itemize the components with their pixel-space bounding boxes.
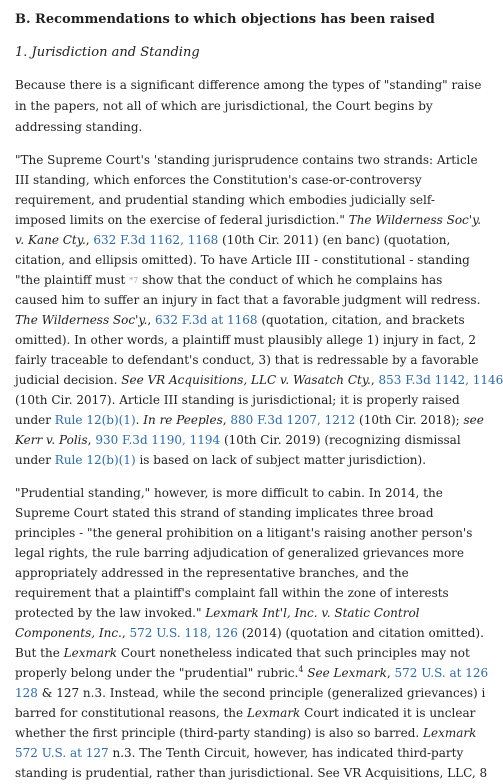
case-citation: In re Peeples	[143, 413, 223, 427]
text: Court indicated it is unclear	[300, 706, 476, 720]
text: (quotation, citation, and brackets	[257, 313, 465, 327]
text: & 127 n.3. Instead, while the second principle (generalized grievances) i	[37, 686, 486, 700]
paragraph-2-line	[15, 210, 481, 231]
paragraph-2-line	[15, 310, 465, 331]
paragraph-3-line: appropriately addressed in the representative branches, and the	[15, 566, 409, 580]
text: But the	[15, 646, 64, 660]
paragraph-2-line	[15, 270, 442, 291]
citation-link[interactable]: 572 U.S. 118, 126	[129, 626, 238, 640]
text: protected by the law invoked."	[15, 606, 206, 620]
paragraph-2-line: fairly traceable to defendant's conduct, 3) that is redressable by a favorable	[15, 353, 479, 367]
citation-link[interactable]: 572 U.S. at 127	[15, 746, 109, 760]
separator: ,	[87, 433, 96, 447]
paragraph-2-line	[15, 450, 426, 471]
paragraph-3-line	[15, 643, 470, 664]
paragraph-2-line	[15, 230, 450, 251]
paragraph-1-line: in the papers, not all of which are jurisdictional, the Court begins by	[15, 99, 433, 113]
paragraph-2-line: "The Supreme Court's 'standing jurisprudence contains two strands: Article	[15, 153, 478, 167]
paragraph-2-line: requirement, and prudential standing which embodies judicially self-	[15, 193, 435, 207]
citation-link[interactable]: 572 U.S. at 126	[394, 666, 489, 680]
rule-link[interactable]: Rule 12(b)(1)	[54, 413, 136, 427]
star-page-marker: *7	[129, 276, 139, 285]
case-citation: Lexmark	[423, 726, 477, 740]
case-citation: The Wilderness Soc'y.	[15, 313, 148, 327]
text: (10th Cir. 2018);	[355, 413, 464, 427]
text: n.3. The Tenth Circuit, however, has indicated third-party	[108, 746, 464, 760]
separator: ,	[386, 666, 395, 680]
case-citation: Components, Inc.	[15, 626, 122, 640]
text: is based on lack of subject matter jurisdiction).	[135, 453, 427, 467]
case-citation: v. Kane Cty.	[15, 233, 86, 247]
text: under	[15, 413, 55, 427]
paragraph-3-line	[15, 683, 485, 704]
subsection-heading: 1. Jurisdiction and Standing	[15, 45, 200, 60]
section-heading: B. Recommendations to which objections has been raised	[15, 12, 435, 27]
paragraph-1-line: Because there is a significant difference among the types of "standing" raise	[15, 78, 482, 92]
paragraph-3-line	[15, 743, 463, 764]
paragraph-3-line	[15, 623, 484, 644]
paragraph-2-line: caused him to suffer an injury in fact that a favorable judgment will redress.	[15, 293, 481, 307]
paragraph-2-line	[15, 370, 503, 391]
text: (10th Cir. 2019) (recognizing dismissal	[220, 433, 461, 447]
text: imposed limits on the exercise of federal jurisdiction."	[15, 213, 345, 227]
text: properly belong under the "prudential" rubric.	[15, 666, 299, 680]
paragraph-2-line: (10th Cir. 2017). Article III standing is jurisdictional; it is properly raised	[15, 393, 460, 407]
text: (2014) (quotation and citation omitted).	[237, 626, 484, 640]
text: barred for constitutional reasons, the	[15, 706, 247, 720]
paragraph-2-line: citation, and ellipsis omitted). To have Article III - constitutional - standing	[15, 253, 470, 267]
paragraph-3-line: requirement that a plaintiff's complaint fall within the zone of interests	[15, 586, 449, 600]
paragraph-2-line	[15, 430, 461, 451]
separator: ,	[85, 233, 94, 247]
citation-link[interactable]: 853 F.3d 1142, 1146	[378, 373, 503, 387]
citation-link[interactable]: 128	[15, 686, 38, 700]
citation-link[interactable]: 632 F.3d 1162, 1168	[93, 233, 219, 247]
case-citation: See Lexmark	[307, 666, 387, 680]
text: whether the first principle (third-party standing) is also so barred.	[15, 726, 424, 740]
paragraph-3-line: principles - "the general prohibition on a litigant's raising another person's	[15, 526, 473, 540]
case-citation: Lexmark	[246, 706, 301, 720]
text: "the plaintiff must	[15, 273, 126, 287]
paragraph-3-line: standing is prudential, rather than jurisdictional. See VR Acquisitions, LLC, 8	[15, 766, 488, 780]
paragraph-3-line	[15, 603, 420, 624]
paragraph-2-line: III standing, which enforces the Constitution's case-or-controversy	[15, 173, 422, 187]
case-citation: Lexmark	[63, 646, 118, 660]
text: judicial decision.	[15, 373, 122, 387]
text: under	[15, 453, 55, 467]
paragraph-3-line	[15, 723, 476, 744]
paragraph-3-line	[15, 703, 475, 724]
paragraph-3-line	[15, 663, 488, 684]
signal-word: see	[463, 413, 484, 427]
paragraph-3-line: Supreme Court stated this strand of standing implicates three broad	[15, 506, 434, 520]
separator: ,	[121, 626, 130, 640]
text: Court nonetheless indicated that such principles may not	[117, 646, 470, 660]
paragraph-3-line: "Prudential standing," however, is more difficult to cabin. In 2014, the	[15, 486, 443, 500]
citation-link[interactable]: 930 F.3d 1190, 1194	[95, 433, 221, 447]
citation-link[interactable]: 632 F.3d at 1168	[155, 313, 258, 327]
rule-link[interactable]: Rule 12(b)(1)	[54, 453, 136, 467]
paragraph-3-line: legal rights, the rule barring adjudication of generalized grievances more	[15, 546, 465, 560]
text: .	[135, 413, 144, 427]
case-citation: The Wilderness Soc'y.	[348, 213, 482, 227]
footnote-marker[interactable]: 4	[298, 665, 304, 674]
paragraph-1-line: addressing standing.	[15, 120, 143, 134]
citation-link[interactable]: 880 F.3d 1207, 1212	[230, 413, 356, 427]
separator: ,	[222, 413, 231, 427]
case-citation: Kerr v. Polis	[15, 433, 88, 447]
separator: ,	[370, 373, 379, 387]
text: (10th Cir. 2011) (en banc) (quotation,	[218, 233, 451, 247]
paragraph-2-line	[15, 410, 484, 431]
paragraph-2-line: omitted). In other words, a plaintiff must plausibly allege 1) injury in fact, 2	[15, 333, 477, 347]
separator: ,	[147, 313, 156, 327]
case-citation: Lexmark Int'l, Inc. v. Static Control	[205, 606, 420, 620]
text: show that the conduct of which he complains has	[142, 273, 443, 287]
case-citation: See VR Acquisitions, LLC v. Wasatch Cty.	[121, 373, 371, 387]
